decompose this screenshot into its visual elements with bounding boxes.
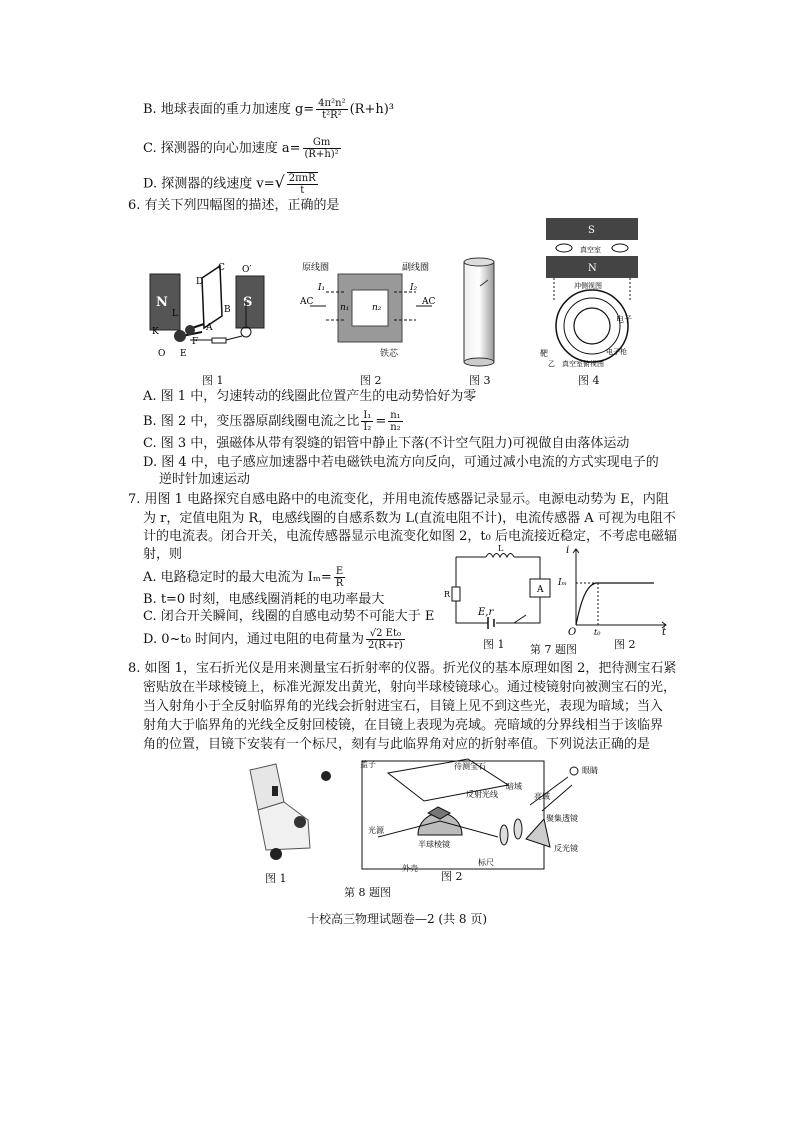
q8-shell-label: 外壳	[402, 864, 418, 873]
q7-fig2-graph	[558, 545, 670, 637]
fig1-a: A	[206, 323, 213, 333]
fig4-s: S	[588, 225, 595, 236]
q7-stem-line3: 计的电流表。闭合开关，电流传感器显示电流变化如图 2，t₀ 后电流接近稳定，不考虑电磁辐	[143, 529, 677, 544]
q8-line5: 角的位置，目镜下安装有一个标尺，刻有与此临界角对应的折射率值。下列说法正确的是	[143, 737, 651, 752]
fraction: $\frac{\text{√2 Et₀}}{2(R+r)}$	[367, 628, 403, 651]
q7-t-label: t	[662, 627, 667, 638]
q6-fig4-betatron	[536, 214, 648, 372]
axis-arrows	[573, 549, 666, 628]
q7-option-a: A. 电路稳定时的最大电流为 Iₘ= $\frac{E}{R}$	[143, 566, 344, 589]
fig2-ac-right: AC	[422, 297, 436, 307]
q7-stem-line1: 7. 用图 1 电路探究自感电路中的电流变化，并用电流传感器记录显示。电源电动势为 E，内阻	[128, 492, 669, 507]
q8-dark-label: 暗域	[506, 782, 522, 791]
fig4-top-view: 真空室俯视图	[562, 360, 604, 368]
q7-im-label: Iₘ	[558, 578, 568, 588]
fig1-e: E	[180, 349, 187, 359]
eye-icon	[570, 767, 578, 775]
inductor-coil	[486, 554, 514, 558]
q5-option-d: D. 探测器的线速度 v=√ $\frac{\text{2πnR}}{t}$	[143, 172, 316, 196]
q8-lens-label: 聚集透镜	[546, 814, 578, 823]
q8-mirror-label: 反光镜	[554, 844, 578, 853]
tube-bottom	[464, 358, 494, 366]
fraction: $\frac{\text{4π²n²}}{\text{t²R²}}$	[318, 98, 346, 121]
mirror	[526, 819, 550, 847]
fig4-gun: 电子枪	[606, 348, 627, 356]
q7-a-label: A	[537, 585, 544, 595]
fraction: $\frac{E}{R}$	[335, 566, 344, 589]
q7-l-label: L	[498, 544, 504, 553]
q8-caption-2: 图 2	[441, 870, 463, 883]
fraction: $\frac{Gm}{\text{(R+h)²}}$	[304, 137, 339, 160]
q6-caption-4: 图 4	[578, 374, 600, 387]
q6-caption-3: 图 3	[469, 374, 491, 387]
fig1-b: B	[224, 305, 231, 315]
q6-fig1-generator	[146, 260, 266, 360]
fig2-i2: I₂	[410, 283, 418, 293]
q8-line3: 当入射角小于全反射临界角的光线会折射进宝石，目镜上见不到这些光，表现为暗域；当入	[143, 699, 664, 714]
fig1-o: O	[158, 349, 166, 359]
fig2-secondary-label: 副线圈	[402, 263, 430, 273]
q7-fig1-circuit	[444, 545, 554, 637]
q8-source-label: 光源	[368, 826, 384, 835]
window	[272, 786, 278, 796]
q7-r-label: R	[444, 590, 451, 599]
q7-caption-1: 图 1	[483, 638, 505, 651]
knob	[270, 848, 282, 860]
fig1-c: C	[218, 263, 225, 273]
battery	[488, 617, 494, 629]
fig2-ac-left: AC	[300, 297, 314, 307]
fig4-electron: 电子	[616, 315, 632, 324]
q8-caption-1: 图 1	[265, 872, 287, 885]
fig2-n2: n₂	[372, 303, 382, 313]
q7-option-c: C. 闭合开关瞬间，线圈的自感电动势不可能大于 E	[143, 609, 435, 624]
resistor	[212, 338, 226, 343]
tube-body	[464, 262, 494, 362]
q5-option-b: B. 地球表面的重力加速度 g= $\frac{\text{4π²n²}}{\text{t²R²}}$ (R+h)³	[143, 98, 394, 121]
fig1-k: K	[152, 327, 159, 337]
q6-option-d-line1: D. 图 4 中，电子感应加速器中若电磁铁电流方向反向，可通过减小电流的方式实现电子的	[143, 455, 659, 470]
circuit-wires	[456, 557, 540, 623]
q8-eye-label: 眼睛	[582, 766, 598, 775]
q7-caption-2: 图 2	[614, 638, 636, 651]
resistor	[452, 587, 460, 601]
fig1-d: D	[196, 277, 204, 287]
q7-stem-line4: 射，则	[143, 547, 183, 562]
fraction: $\frac{\text{n₁}}{\text{n₂}}$	[390, 410, 401, 433]
scale-lens-1	[500, 825, 508, 845]
q7-er-label: E,r	[478, 607, 494, 618]
q6-option-d-line2: 逆时针加速运动	[159, 472, 251, 487]
q7-figure-title: 第 7 题图	[530, 643, 577, 656]
q8-line4: 射角大于临界角的光线全反射回棱镜，在目镜上表现为亮域。亮暗域的分界线相当于该临界	[143, 718, 664, 733]
q6-caption-1: 图 1	[202, 374, 224, 387]
outer-shell	[362, 761, 544, 869]
q6-caption-2: 图 2	[360, 374, 382, 387]
q6-option-b: B. 图 2 中，变压器原副线圈电流之比 $\frac{\text{I₁}}{\text{I₂}}$ = $\frac{\text{n₁}}{\text{n₂}}$	[143, 410, 401, 433]
fig1-o-prime: O′	[242, 265, 252, 275]
q8-fig1-refractometer	[228, 762, 340, 862]
q7-o-label: O	[568, 627, 577, 638]
q8-scale-label: 标尺	[478, 858, 494, 867]
fig4-yi: 乙	[548, 360, 555, 368]
fig2-core-label: 铁芯	[380, 349, 399, 359]
fig2-primary-label: 原线圈	[302, 263, 330, 273]
q8-fig2-principle	[358, 755, 596, 873]
fig2-n1: n₁	[340, 303, 350, 313]
fig1-s-label: S	[243, 295, 253, 310]
q8-line2: 密贴放在半球棱镜上，标准光源发出黄光，射向半球棱镜球心。通过棱镜射向被测宝石的光，	[143, 680, 677, 695]
q6-option-a: A. 图 1 中，匀速转动的线圈此位置产生的电动势恰好为零	[143, 389, 477, 404]
electron-orbit	[574, 308, 610, 344]
q8-prism-label: 半球棱镜	[418, 840, 450, 849]
ring-inner	[564, 298, 620, 354]
current-curve	[576, 583, 654, 625]
guide-lines	[576, 583, 598, 625]
coil-loop	[202, 266, 222, 328]
fig4-vacuum: 真空室	[580, 246, 601, 254]
fig1-n-label: N	[156, 295, 168, 310]
vacuum-chamber-left	[556, 244, 572, 252]
slip-ring-k	[174, 330, 186, 342]
fig1-l: L	[172, 309, 178, 319]
q5-option-c: C. 探测器的向心加速度 a= $\frac{Gm}{\text{(R+h)²}}$	[143, 137, 339, 160]
q8-bright-label: 亮域	[534, 792, 550, 801]
vacuum-chamber-right	[612, 244, 628, 252]
q8-figure-title: 第 8 题图	[344, 886, 391, 899]
q7-stem-line2: 为 r，定值电阻为 R，电感线圈的自感系数为 L(直流电阻不计)，电流传感器 A 可视为电阻不	[143, 511, 676, 526]
q6-option-c: C. 图 3 中，强磁体从带有裂缝的铝管中静止下落(不计空气阻力)可视做自由落体运动	[143, 436, 630, 451]
q6-fig3-tube	[458, 256, 500, 368]
tube-top	[464, 258, 494, 266]
scale-lens-2	[514, 819, 522, 839]
fig4-side-view: 冲侧视图	[574, 282, 602, 290]
fraction: $\frac{\text{2πnR}}{t}$	[288, 173, 316, 196]
q6-stem: 6. 有关下列四幅图的描述，正确的是	[128, 198, 340, 213]
q8-line1: 8. 如图 1，宝石折光仪是用来测量宝石折射率的仪器。折光仪的基本原理如图 2，把待测宝石紧	[128, 661, 677, 676]
q7-option-b: B. t=0 时刻，电感线圈消耗的电功率最大	[143, 592, 385, 607]
q7-option-d: D. 0~t₀ 时间内，通过电阻的电荷量为 $\frac{\text{√2 Et₀}}{2(R+r)}$	[143, 628, 403, 651]
fig4-target: 靶	[540, 349, 548, 358]
q8-reflect-label: 反射光线	[466, 790, 498, 799]
sqrt-sign: √	[274, 172, 285, 192]
fig4-n: N	[588, 263, 597, 274]
fig2-i1: I₁	[318, 283, 326, 293]
slip-ring-l	[185, 325, 195, 335]
q7-t0-label: t₀	[594, 628, 601, 637]
q8-gem-label: 待测宝石	[454, 762, 486, 771]
eyepiece	[294, 816, 306, 828]
q7-i-label: i	[566, 545, 570, 556]
fraction: $\frac{\text{I₁}}{\text{I₂}}$	[363, 410, 372, 433]
accessory	[321, 771, 331, 781]
switch	[514, 615, 526, 623]
page-footer: 十校高三物理试题卷—2 (共 8 页)	[306, 912, 488, 926]
q6-fig2-transformer	[298, 260, 443, 360]
core-window	[352, 290, 388, 326]
q8-lid-label: 盖子	[360, 760, 376, 769]
fig1-f: F	[192, 337, 199, 347]
